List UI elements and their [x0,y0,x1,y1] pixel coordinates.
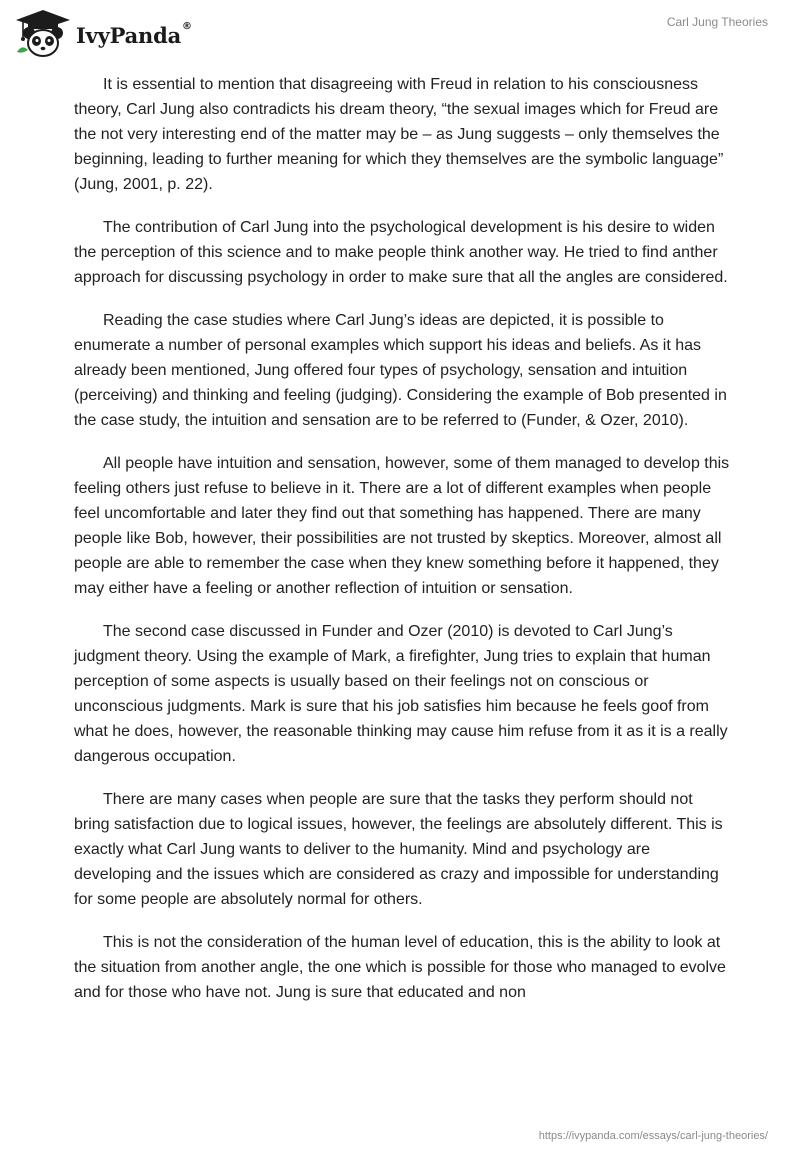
panda-graduation-cap-icon [14,8,72,58]
document-title: Carl Jung Theories [666,15,768,29]
paragraph: This is not the consideration of the human level of education, this is the ability to look at the situation from another angle, the one which is possible for those who managed to evolve and for those who have not. Jung is sure that educated and non [74,934,726,1001]
brand-name: IvyPanda® [76,20,192,48]
paragraph: There are many cases when people are sure that the tasks they perform should not bring satisfaction due to logical issues, however, the feelings are absolutely different. This is exactly what Carl Jung wants to deliver to the humanity. Mind and psychology are developing and the issues which are considered as crazy and impossible for understanding for some people are absolutely normal for others. [74,791,723,908]
paragraph: The contribution of Carl Jung into the psychological development is his desire to widen the perception of this science and to make people think another way. He tried to find anther approach for discussing psychology in order to make sure that all the angles are considered. [74,219,728,286]
registered-mark: ® [182,20,192,32]
brand-logo[interactable] [14,8,192,58]
essay-body [74,72,730,1023]
paragraph: The second case discussed in Funder and Ozer (2010) is devoted to Carl Jung’s judgment theory. Using the example of Mark, a firefighter, Jung tries to explain that human perception of some aspects is usually based on their feelings not on conscious or unconscious judgments. Mark is sure that his job satisfies him because he feels goof from what he does, however, the reasonable thinking may cause him refuse from it as it is a really dangerous occupation. [74,623,728,765]
footer-url-link[interactable]: https://ivypanda.com/essays/carl-jung-theories/ [538,1130,768,1142]
paragraph: All people have intuition and sensation, however, some of them managed to develop this feeling others just refuse to believe in it. There are a lot of different examples when people feel uncomfortable and later they find out that something has happened. There are many people like Bob, however, their possibilities are not trusted by skeptics. Moreover, almost all people are able to remember the case when they knew something before it happened, they may either have a feeling or another reflection of intuition or sensation. [74,455,730,597]
paragraph: Reading the case studies where Carl Jung’s ideas are depicted, it is possible to enumerate a number of personal examples which support his ideas and beliefs. As it has already been mentioned, Jung offered four types of psychology, sensation and intuition (perceiving) and thinking and feeling (judging). Considering the example of Bob presented in the case study, the intuition and sensation are to be referred to (Funder, & Ozer, 2010). [74,312,727,429]
page-header [0,0,800,64]
paragraph: It is essential to mention that disagreeing with Freud in relation to his consciousness theory, Carl Jung also contradicts his dream theory, “the sexual images which for Freud are the not very interesting end of the matter may be – as Jung suggests – only themselves the beginning, leading to further meaning for which they themselves are the symbolic language” (Jung, 2001, p. 22). [74,76,724,193]
